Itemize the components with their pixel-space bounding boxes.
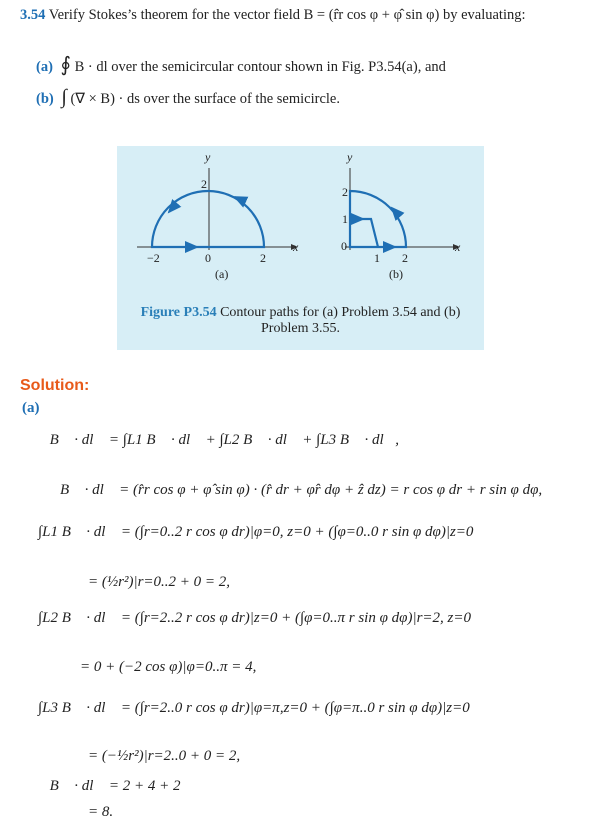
b-contour-inner — [350, 219, 378, 247]
b-y-label: y — [347, 150, 353, 164]
figure-caption-label: Figure P3.54 — [140, 305, 217, 320]
a-tick-xm2: −2 — [147, 251, 160, 265]
eq-line-9: ∮B⃗ · dl⃗ = 2 + 4 + 2 — [38, 778, 181, 794]
a-tick-y2: 2 — [201, 177, 207, 191]
figure-caption — [117, 305, 484, 337]
solution-part-label: (a) — [22, 400, 40, 416]
figure-caption-text: Contour paths for (a) Problem 3.54 and (b) Problem 3.55. — [220, 305, 461, 336]
solution-heading: Solution: — [20, 377, 90, 394]
surface-integral-symbol: ∫ — [61, 86, 67, 108]
problem-part-a — [36, 52, 446, 77]
eq-line-7: ∫L3 B⃗ · dl⃗ = (∫r=2..0 r cos φ dr)|φ=π,z=0 + (∫φ=π..0 r sin φ dφ)|z=0 — [38, 700, 470, 716]
eq-line-6: = 0 + (−2 cos φ)|φ=0..π = 4, — [80, 659, 257, 675]
eq-line-5: ∫L2 B⃗ · dl⃗ = (∫r=2..2 r cos φ dr)|z=0 + (∫φ=0..π r sin φ dφ)|r=2, z=0 — [38, 610, 471, 626]
b-tick-y2: 2 — [342, 185, 348, 199]
part-a-text: B · dl over the semicircular contour shown in Fig. P3.54(a), and — [74, 59, 446, 75]
problem-text: Verify Stokes’s theorem for the vector field B = (r̂r cos φ + φ̂ sin φ) by evaluating: — [48, 7, 526, 23]
contour-integral-symbol: ∮ — [60, 54, 71, 76]
part-b-text: (∇ × B) · ds over the surface of the semicircle. — [70, 91, 340, 107]
eq-line-3: ∫L1 B⃗ · dl⃗ = (∫r=0..2 r cos φ dr)|φ=0, z=0 + (∫φ=0..0 r sin φ dφ)|z=0 — [38, 524, 474, 540]
a-tick-0: 0 — [205, 251, 211, 265]
eq-line-10: = 8. — [88, 804, 114, 820]
problem-part-b — [36, 86, 340, 109]
eq-line-4: = (½r²)|r=0..2 + 0 = 2, — [88, 574, 231, 590]
part-b-label: (b) — [36, 91, 54, 107]
problem-number: 3.54 — [20, 7, 46, 23]
b-x-label: x — [455, 240, 461, 254]
b-tick-x1: 1 — [374, 251, 380, 265]
part-a-label: (a) — [36, 59, 53, 75]
eq-line-1: ∮B⃗ · dl⃗ = ∫L1 B⃗ · dl⃗ + ∫L2 B⃗ · dl⃗ + ∫L3 B⃗ · dl⃗, — [38, 432, 400, 448]
a-x-label: x — [293, 240, 299, 254]
b-tick-y1: 1 — [342, 212, 348, 226]
a-y-label: y — [205, 150, 211, 164]
b-subfigure-label: (b) — [389, 267, 403, 281]
b-tick-x2: 2 — [402, 251, 408, 265]
problem-statement — [20, 6, 595, 25]
a-subfigure-label: (a) — [215, 267, 229, 281]
eq-line-2: B⃗ · dl⃗ = (r̂r cos φ + φ̂ sin φ) · (r̂ dr + φ̂r dφ + ẑ dz) = r cos φ dr + r sin φ dφ, — [60, 482, 543, 498]
b-tick-0: 0 — [341, 239, 347, 253]
a-tick-x2: 2 — [260, 251, 266, 265]
a-contour — [152, 191, 264, 247]
eq-line-8: = (−½r²)|r=2..0 + 0 = 2, — [88, 748, 241, 764]
